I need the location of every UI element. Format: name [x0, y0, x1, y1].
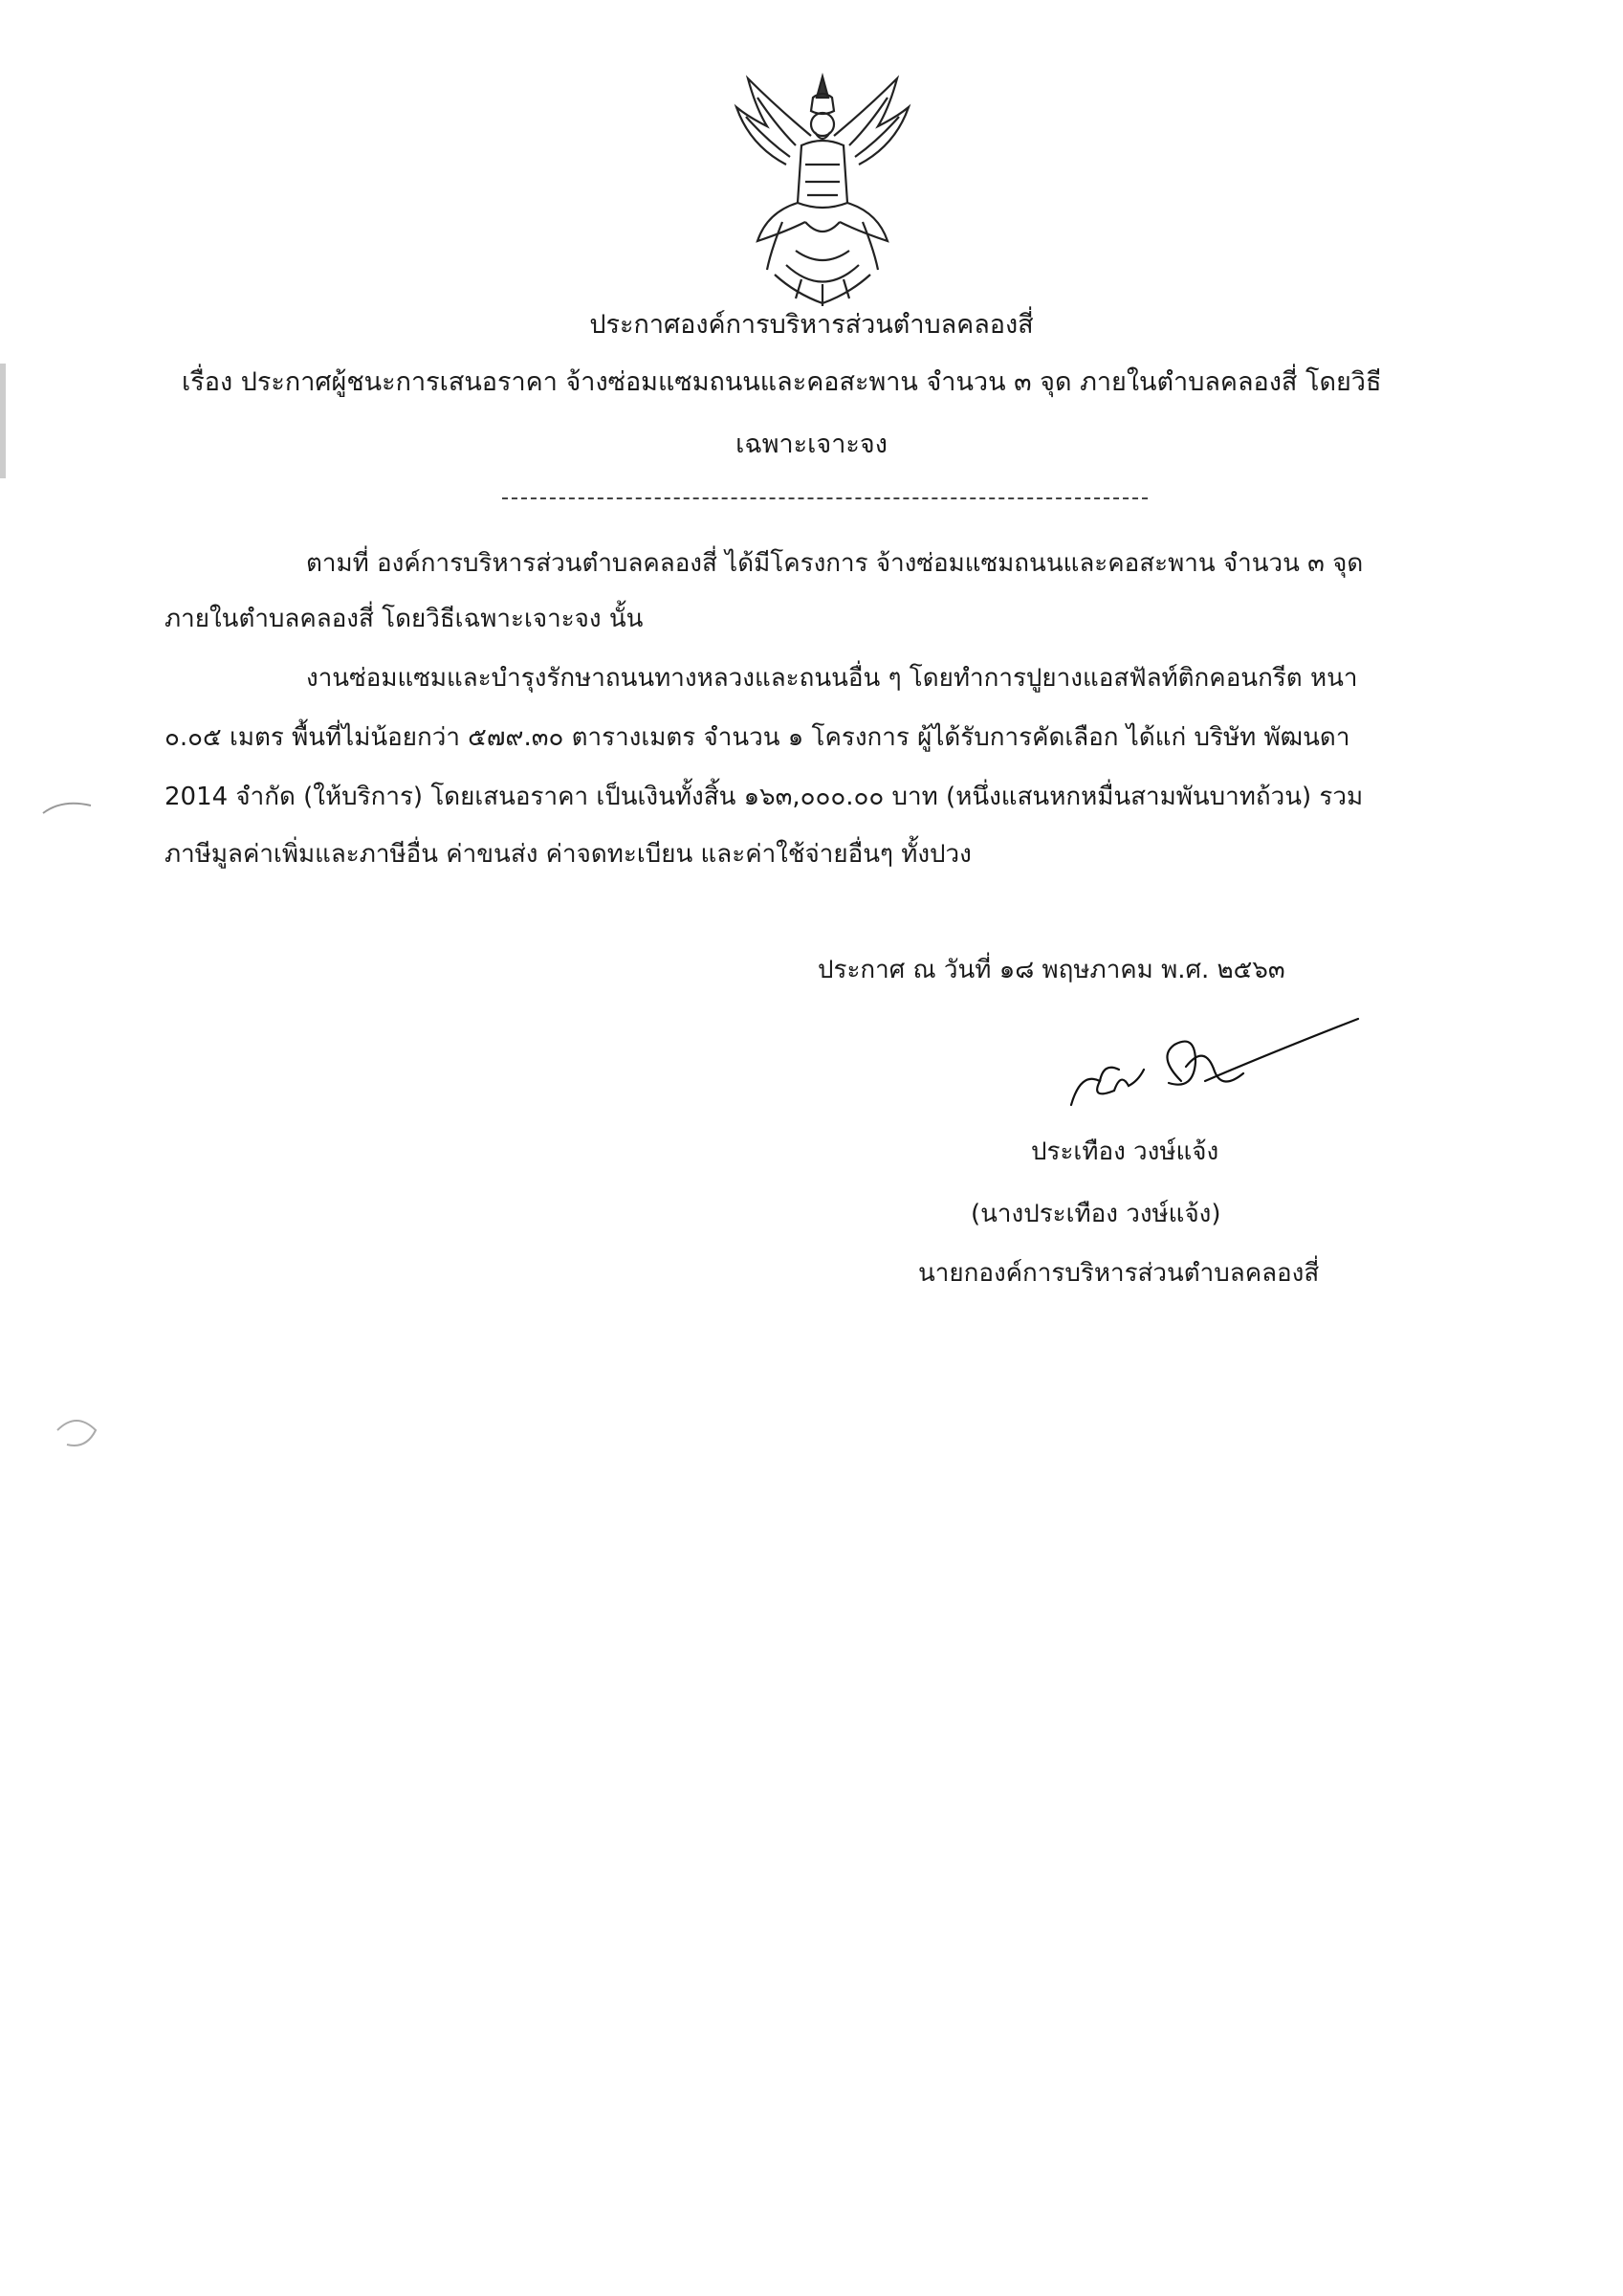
paragraph-2-line-2: ๐.๐๕ เมตร พื้นที่ไม่น้อยกว่า ๕๗๙.๓๐ ตารางเมตร จำนวน ๑ โครงการ ผู้ได้รับการคัดเลือก ได้แก่ บริษัท พัฒนดา: [164, 723, 1350, 752]
signatory-full-name: (นางประเทือง วงษ์แจ้ง): [971, 1200, 1221, 1228]
signatory-position: นายกองค์การบริหารส่วนตำบลคลองสี่: [918, 1259, 1320, 1288]
announcement-date: ประกาศ ณ วันที่ ๑๘ พฤษภาคม พ.ศ. ๒๕๖๓: [818, 956, 1285, 984]
subject-line-2: เฉพาะเจาะจง: [735, 430, 888, 459]
paragraph-2-line-3: 2014 จำกัด (ให้บริการ) โดยเสนอราคา เป็นเงินทั้งสิ้น ๑๖๓,๐๐๐.๐๐ บาท (หนึ่งแสนหกหมื่นสามพันบาทถ้วน) รวม: [164, 783, 1364, 811]
subject-line-1: เรื่อง ประกาศผู้ชนะการเสนอราคา จ้างซ่อมแซมถนนและคอสะพาน จำนวน ๓ จุด ภายในตำบลคลองสี่ โดยวิธี: [182, 367, 1382, 397]
scan-mark: [48, 1406, 105, 1454]
scan-mark: [38, 794, 96, 823]
paragraph-1-line-1: ตามที่ องค์การบริหารส่วนตำบลคลองสี่ ได้มีโครงการ จ้างซ่อมแซมถนนและคอสะพาน จำนวน ๓ จุด: [306, 549, 1364, 578]
document-title: ประกาศองค์การบริหารส่วนตำบลคลองสี่: [589, 310, 1034, 340]
scan-edge: [0, 364, 6, 478]
paragraph-2-line-1: งานซ่อมแซมและบำรุงรักษาถนนทางหลวงและถนนอื่น ๆ โดยทำการปูยางแอสฟัลท์ติกคอนกรีต หนา: [306, 664, 1358, 693]
paragraph-2-line-4: ภาษีมูลค่าเพิ่มและภาษีอื่น ค่าขนส่ง ค่าจดทะเบียน และค่าใช้จ่ายอื่นๆ ทั้งปวง: [164, 840, 972, 869]
signatory-name: ประเทือง วงษ์แจ้ง: [1031, 1137, 1219, 1166]
paragraph-1-line-2: ภายในตำบลคลองสี่ โดยวิธีเฉพาะเจาะจง นั้น: [164, 605, 644, 633]
garuda-emblem-icon: [729, 69, 916, 308]
handwritten-signature: [1062, 1014, 1368, 1119]
dashed-divider: [502, 497, 1148, 499]
